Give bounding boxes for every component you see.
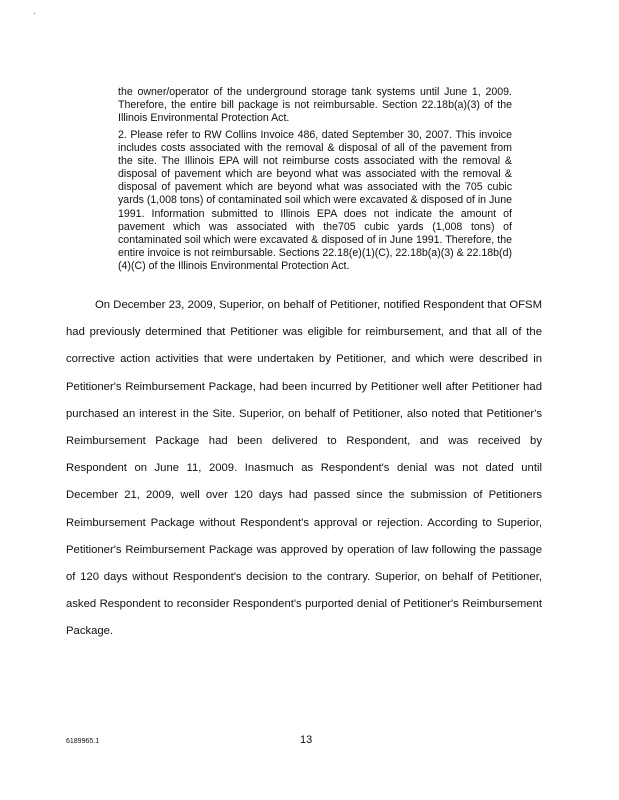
quote-paragraph-2: 2. Please refer to RW Collins Invoice 486, dated September 30, 2007. This invoice includes costs associated with the removal & disposal of all of the pavement from the site. The Illinois EPA will not reimburse costs associated with the removal & disposal of pavement which are beyond what was associated with the removal & disposal of pavement which are beyond what was associated with the 705 cubic yards (1,008 tons) of contaminated soil which were excavated & disposed of in June 1991. Information submitted to Illinois EPA does not indicate the amount of pavement which was associated with the705 cubic yards (1,008 tons) of contaminated soil which were excavated & disposed of in June 1991. Therefore, the entire invoice is not reimbursable. Sections 22.18(e)(1)(C), 22.18b(a)(3) & 22.18b(d)(4)(C) of the Illinois Environmental Protection Act. <box>118 129 512 272</box>
quote-paragraph-1: the owner/operator of the underground storage tank systems until June 1, 2009. Therefore, the entire bill package is not reimbursable. Section 22.18b(a)(3) of the Illinois Environmental Protection Act. <box>118 86 512 125</box>
block-quote-continuation <box>118 86 512 125</box>
page-number: 13 <box>300 734 313 746</box>
block-quote-item-2 <box>118 129 512 273</box>
document-id: 6189965.1 <box>66 738 100 745</box>
body-paragraph: On December 23, 2009, Superior, on behalf of Petitioner, notified Respondent that OFSM had previously determined that Petitioner was eligible for reimbursement, and that all of the corrective action activities that were undertaken by Petitioner, and which were described in Petitioner's Reimbursement Package, had been incurred by Petitioner well after Petitioner had purchased an interest in the Site. Superior, on behalf of Petitioner, also noted that Petitioner's Reimbursement Package had been delivered to Respondent, and was received by Respondent on June 11, 2009. Inasmuch as Respondent's denial was not dated until December 21, 2009, well over 120 days had passed since the submission of Petitioners Reimbursement Package without Respondent's approval or rejection. According to Superior, Petitioner's Reimbursement Package was approved by operation of law following the passage of 120 days without Respondent's decision to the contrary. Superior, on behalf of Petitioner, asked Respondent to reconsider Respondent's purported denial of Petitioner's Reimbursement Package. <box>66 299 542 638</box>
scan-speck <box>34 13 35 14</box>
